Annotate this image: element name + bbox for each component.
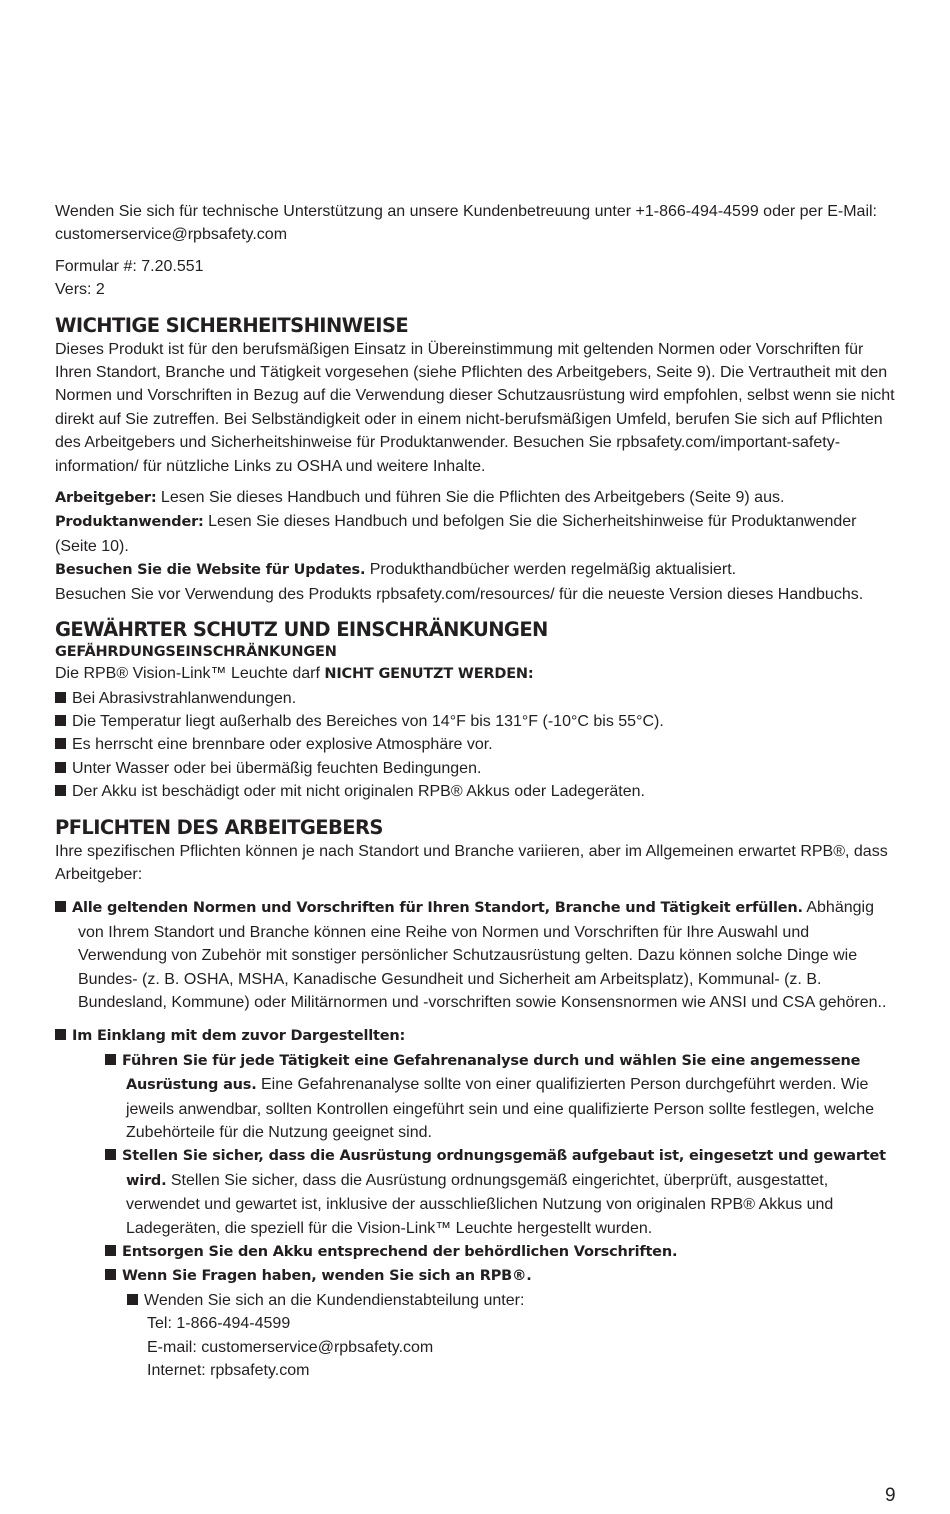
user-label: Produktanwender: xyxy=(55,514,204,531)
bullet-icon xyxy=(55,1029,66,1040)
bullet-icon xyxy=(105,1054,116,1065)
employer-intro: Ihre spezifischen Pflichten können je nach Standort und Branche variieren, aber im Allgemeinen erwartet RPB®, dass Arbeitgeber: xyxy=(55,842,888,883)
protection-heading: GEWÄHRTER SCHUTZ UND EINSCHRÄNKUNGEN xyxy=(55,618,548,642)
bullet-icon xyxy=(55,692,66,703)
employer-text: Lesen Sie dieses Handbuch und führen Sie die Pflichten des Arbeitgebers (Seite 9) aus. xyxy=(156,489,785,507)
employer-note xyxy=(55,486,900,510)
bullet-icon xyxy=(55,738,66,749)
contact-tel: Tel: 1-866-494-4599 xyxy=(147,1315,291,1333)
protection-intro-text: Die RPB® Vision-Link™ Leuchte darf xyxy=(55,665,325,683)
list-item: Die Temperatur liegt außerhalb des Bereiches von 14°F bis 131°F (-10°C bis 55°C). xyxy=(55,710,900,733)
website-text: Produkthandbücher werden regelmäßig aktualisiert. xyxy=(365,561,737,579)
sub-item-equipment: Stellen Sie sicher, dass die Ausrüstung ordnungsgemäß aufgebaut ist, eingesetzt und gewartet wird. Stellen Sie sicher, dass die Ausrüstung ordnungsgemäß eingerichtet, überprüft, ausgestattet, verwendet und gewartet ist, inklusive der ausschließlichen Nutzung von originalen RPB® Akkus und Ladegeräten, die speziell für die Vision-Link™ Leuchte hergestellt wurden. xyxy=(55,1144,900,1240)
website-label: Besuchen Sie die Website für Updates. xyxy=(55,562,366,579)
contact-email: E-mail: customerservice@rpbsafety.com xyxy=(147,1338,434,1356)
sub-item-hazard-analysis: Führen Sie für jede Tätigkeit eine Gefahrenanalyse durch und wählen Sie eine angemessene Ausrüstung aus. Eine Gefahrenanalyse sollte von einer qualifizierten Person durchgeführt werden. Wie jeweils anwendbar, sollten Kontrollen eingeführt sein und eine qualifizierte Person sollte festlegen, welche Zubehörteile für die Nutzung geeignet sind. xyxy=(55,1049,900,1145)
bullet-icon xyxy=(105,1149,116,1160)
bullet-icon xyxy=(55,762,66,773)
safety-body: Dieses Produkt ist für den berufsmäßigen Einsatz in Übereinstimmung mit geltenden Normen oder Vorschriften für Ihren Standort, Branche und Tätigkeit vorgesehen (siehe Pflichten des Arbeitgebers, Seite 9). Die Vertrautheit mit den Normen und Vorschriften in Bezug auf die Verwendung dieser Schutzausrüstung wird empfohlen, selbst wenn sie nicht direkt auf Sie zutreffen. Bei Selbständigkeit oder in einem nicht-berufsmäßigen Umfeld, berufen Sie sich auf Pflichten des Arbeitgebers und Sicherheitshinweise für Produktanwender. Besuchen Sie rpbsafety.com/important-safety-information/ für nützliche Links zu OSHA und weitere Inhalte. xyxy=(55,340,895,475)
protection-intro-bold: NICHT GENUTZT WERDEN: xyxy=(324,666,534,683)
employer-label: Arbeitgeber: xyxy=(55,490,157,507)
sub-item-questions: Wenn Sie Fragen haben, wenden Sie sich an RPB®. xyxy=(55,1264,900,1288)
bullet-icon xyxy=(55,901,66,912)
list-item: Es herrscht eine brennbare oder explosive Atmosphäre vor. xyxy=(55,733,900,756)
page-number: 9 xyxy=(885,1485,896,1506)
contact-intro: Wenden Sie sich an die Kundendienstabteilung unter: xyxy=(55,1289,900,1312)
website-note-2: Besuchen Sie vor Verwendung des Produkts rpbsafety.com/resources/ für die neueste Version dieses Handbuchs. xyxy=(55,585,864,603)
list-item: Unter Wasser oder bei übermäßig feuchten Bedingungen. xyxy=(55,757,900,780)
employer-item-standards: Alle geltenden Normen und Vorschriften für Ihren Standort, Branche und Tätigkeit erfüllen. Abhängig von Ihrem Standort und Branche können eine Reihe von Normen und Vorschriften für Ihre Auswahl und Verwendung von Zubehör mit sonstiger persönlicher Schutzausrüstung gelten. Dazu können solche Dinge wie Bundes- (z. B. OSHA, MSHA, Kanadische Gesundheit und Sicherheit am Arbeitsplatz), Kommunal- (z. B. Bundesland, Kommune) oder Militärnormen und -vorschriften sowie Konsensnormen wie ANSI und CSA gehören.. xyxy=(55,896,900,1014)
protection-intro xyxy=(55,662,900,686)
sub-item-disposal: Entsorgen Sie den Akku entsprechend der behördlichen Vorschriften. xyxy=(55,1240,900,1264)
bullet-icon xyxy=(105,1269,116,1280)
support-line: Wenden Sie sich für technische Unterstützung an unsere Kundenbetreuung unter +1-866-494-4599 oder per E-Mail: customerservice@rpbsafety.com xyxy=(55,203,877,244)
user-note xyxy=(55,510,900,558)
formular-number: Formular #: 7.20.551 xyxy=(55,257,204,275)
safety-heading: WICHTIGE SICHERHEITSHINWEISE xyxy=(55,313,409,337)
list-item: Der Akku ist beschädigt oder mit nicht originalen RPB® Akkus oder Ladegeräten. xyxy=(55,780,900,803)
employer-item-accordance: Im Einklang mit dem zuvor Dargestellten: xyxy=(55,1024,900,1048)
hazard-subheading: GEFÄHRDUNGSEINSCHRÄNKUNGEN xyxy=(55,644,337,661)
limitations-list xyxy=(55,687,900,804)
bullet-icon xyxy=(105,1245,116,1256)
manual-page xyxy=(55,200,900,1382)
user-text: Lesen Sie dieses Handbuch und befolgen Sie die Sicherheitshinweise für Produktanwender (Seite 10). xyxy=(55,513,857,555)
website-note xyxy=(55,558,900,582)
version: Vers: 2 xyxy=(55,281,105,299)
employer-heading: PFLICHTEN DES ARBEITGEBERS xyxy=(55,815,383,839)
bullet-icon xyxy=(55,785,66,796)
contact-internet: Internet: rpbsafety.com xyxy=(147,1362,310,1380)
list-item: Bei Abrasivstrahlanwendungen. xyxy=(55,687,900,710)
bullet-icon xyxy=(127,1294,138,1305)
bullet-icon xyxy=(55,715,66,726)
